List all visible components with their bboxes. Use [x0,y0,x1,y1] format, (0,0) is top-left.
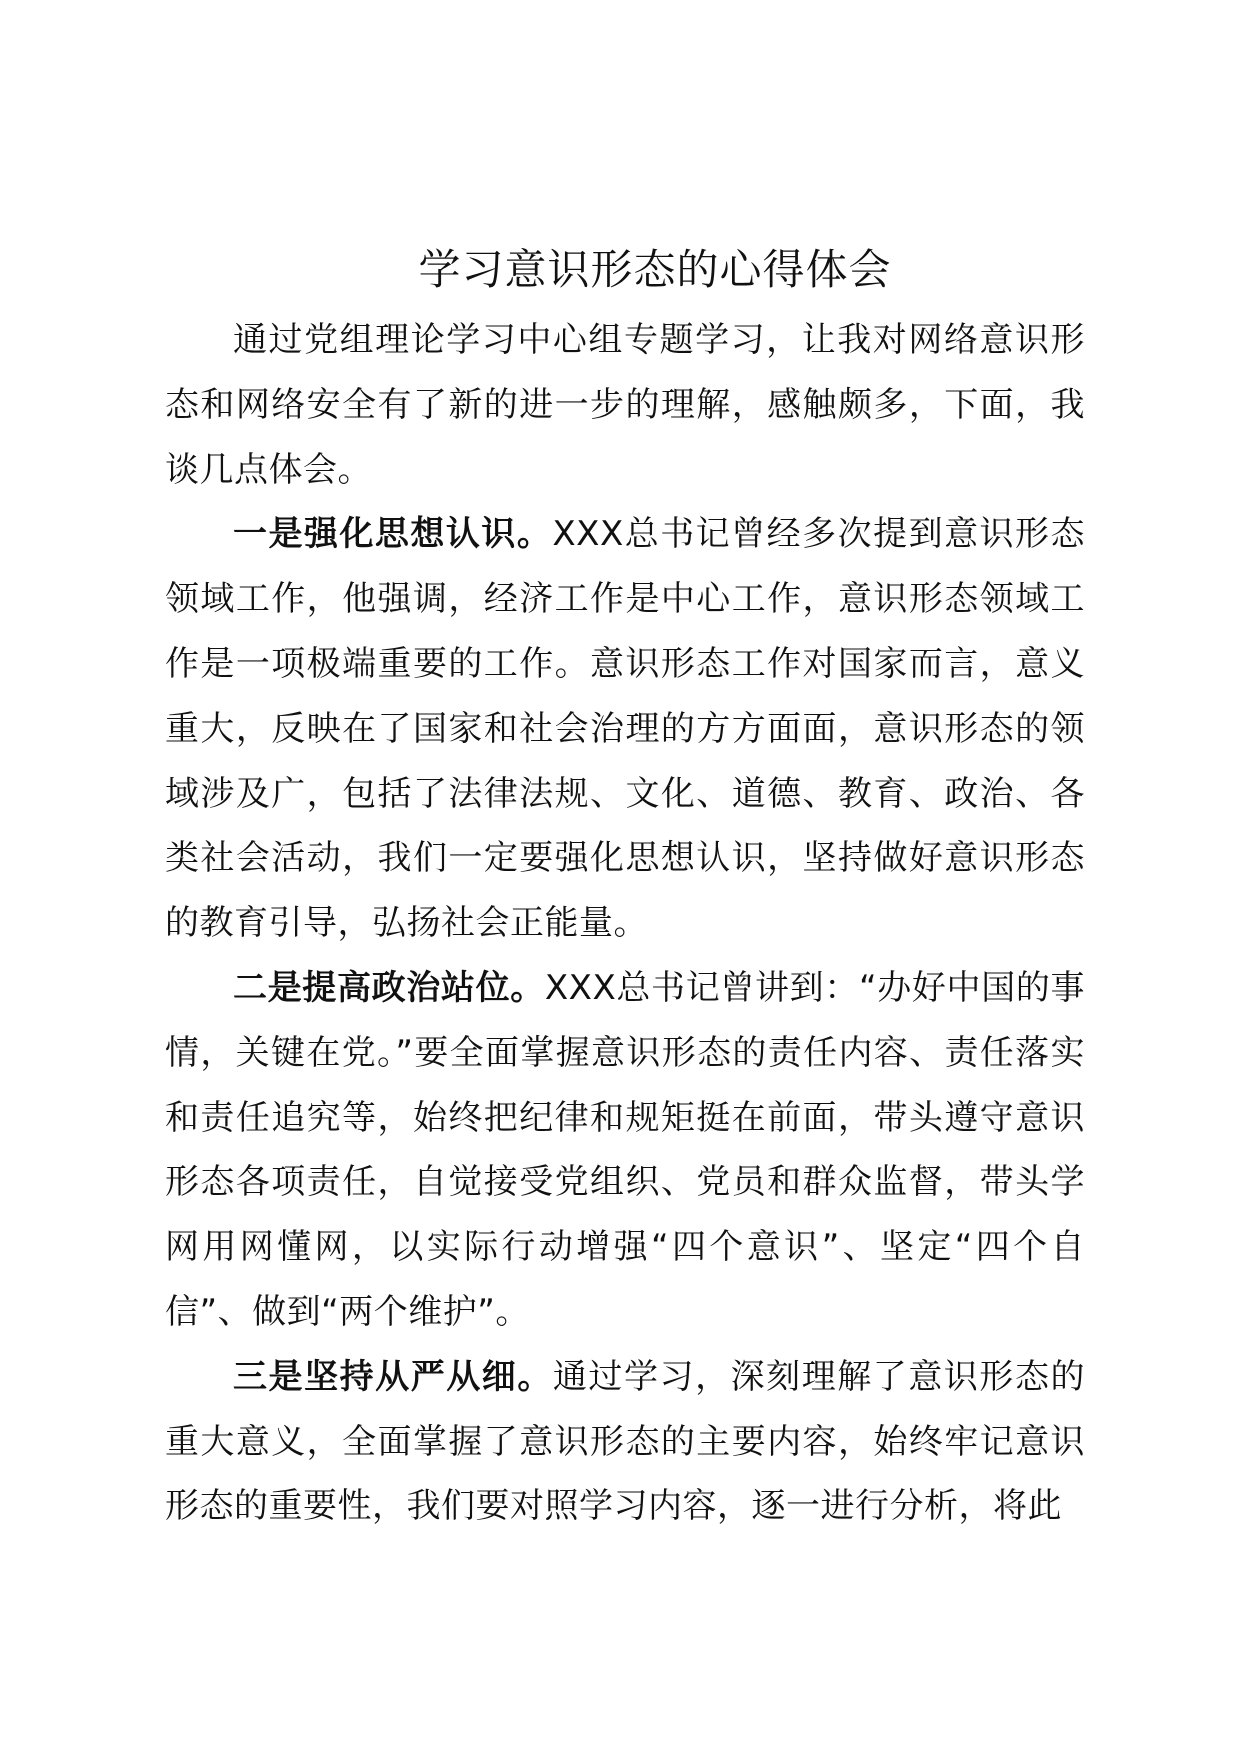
paragraph-text: 通过党组理论学习中心组专题学习，让我对网络意识形态和网络安全有了新的进一步的理解，感触颇多，下面，我谈几点体会。 [165,320,1085,490]
paragraph-lead: 三是坚持从严从细。 [233,1356,553,1397]
document-title: 学习意识形态的心得体会 [418,245,892,294]
paragraph-text: 通过学习，深刻理解了意识形态的重大意义，全面掌握了意识形态的主要内容，始终牢记意识形态的重要性，我们要对照学习内容，逐一进行分析，将此 [165,1356,1085,1527]
paragraph-lead: 一是强化思想认识。 [233,514,553,555]
document-body [165,232,1085,1539]
paragraph-text: XXX总书记曾经多次提到意识形态领域工作，他强调，经济工作是中心工作，意识形态领域工作是一项极端重要的工作。意识形态工作对国家而言，意义重大，反映在了国家和社会治理的方方面面，意识形态的领域涉及广，包括了法律法规、文化、道德、教育、政治、各类社会活动，我们一定要强化思想认识，坚持做好意识形态的教育引导，弘扬社会正能量。 [165,514,1086,944]
paragraph-intro [165,308,1085,502]
paragraph-text: XXX总书记曾讲到：“办好中国的事情，关键在党。”要全面掌握意识形态的责任内容、责任落实和责任追究等，始终把纪律和规矩挺在前面，带头遵守意识形态各项责任，自觉接受党组织、党员和群众监督，带头学网用网懂网，以实际行动增强“四个意识”、坚定“四个自信”、做到“两个维护”。 [165,967,1085,1332]
paragraph-point-1 [165,502,1085,956]
paragraph-lead: 二是提高政治站位。 [233,967,545,1008]
paragraph-point-3 [165,1345,1085,1539]
paragraph-point-2 [165,956,1085,1345]
